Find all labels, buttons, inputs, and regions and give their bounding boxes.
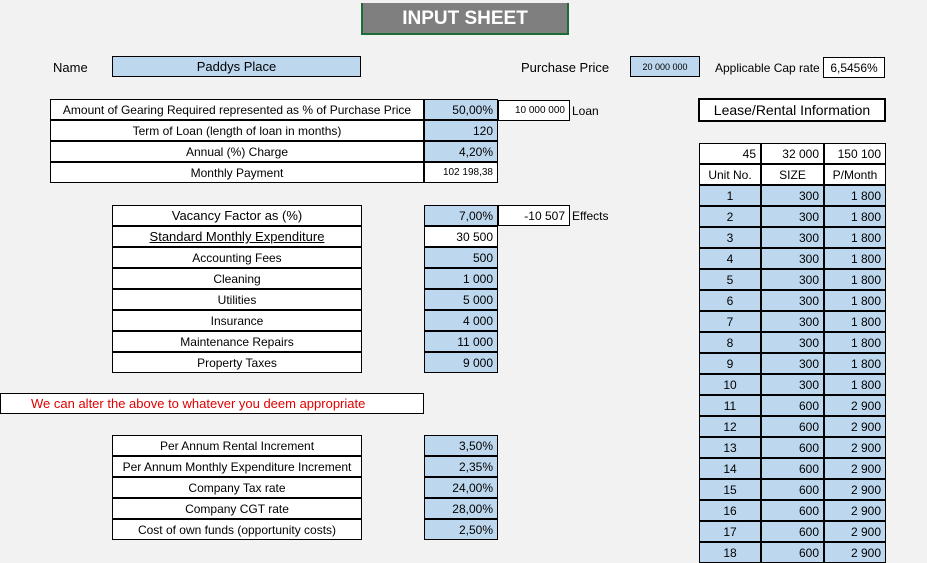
lease-month-input[interactable]: 1 800 xyxy=(824,290,886,311)
table-row xyxy=(699,500,886,521)
vacancy-label: Vacancy Factor as (%) xyxy=(112,205,362,226)
table-row xyxy=(699,227,886,248)
lease-unit-cell: 3 xyxy=(699,227,761,248)
lease-size-input[interactable]: 300 xyxy=(761,227,824,248)
lease-month-input[interactable]: 1 800 xyxy=(824,374,886,395)
lease-header-unit: Unit No. xyxy=(699,164,761,185)
lease-unit-cell: 1 xyxy=(699,185,761,206)
lease-unit-cell: 15 xyxy=(699,479,761,500)
lease-unit-cell: 6 xyxy=(699,290,761,311)
lease-month-input[interactable]: 1 800 xyxy=(824,311,886,332)
note-banner: We can alter the above to whatever you deem appropriate xyxy=(0,393,424,414)
lease-totals-row xyxy=(699,143,886,164)
rates-values xyxy=(424,435,498,540)
lease-size-input[interactable]: 300 xyxy=(761,353,824,374)
table-row xyxy=(699,248,886,269)
lease-size-input[interactable]: 600 xyxy=(761,500,824,521)
lease-size-input[interactable]: 600 xyxy=(761,437,824,458)
lease-unit-cell: 14 xyxy=(699,458,761,479)
rates-table xyxy=(112,435,362,540)
lease-month-input[interactable]: 1 800 xyxy=(824,206,886,227)
rate-label-expenditure-increment: Per Annum Monthly Expenditure Increment xyxy=(112,456,362,477)
lease-unit-cell: 4 xyxy=(699,248,761,269)
lease-size-input[interactable]: 600 xyxy=(761,458,824,479)
lease-month-input[interactable]: 1 800 xyxy=(824,332,886,353)
lease-unit-cell: 8 xyxy=(699,332,761,353)
expense-input-maintenance[interactable]: 11 000 xyxy=(424,331,498,352)
lease-month-input[interactable]: 2 900 xyxy=(824,416,886,437)
expense-input-cleaning[interactable]: 1 000 xyxy=(424,268,498,289)
gearing-label: Amount of Gearing Required represented as % of Purchase Price xyxy=(50,99,424,120)
rate-label-own-funds: Cost of own funds (opportunity costs) xyxy=(112,519,362,540)
name-label: Name xyxy=(53,60,88,75)
table-row xyxy=(699,479,886,500)
lease-unit-cell: 13 xyxy=(699,437,761,458)
purchase-price-label: Purchase Price xyxy=(521,60,610,75)
rate-input-own-funds[interactable]: 2,50% xyxy=(424,519,498,540)
expense-label-cleaning: Cleaning xyxy=(112,268,362,289)
table-row xyxy=(699,542,886,563)
lease-month-input[interactable]: 2 900 xyxy=(824,542,886,563)
expense-input-utilities[interactable]: 5 000 xyxy=(424,289,498,310)
expense-label-maintenance: Maintenance Repairs xyxy=(112,331,362,352)
table-row xyxy=(699,269,886,290)
monthly-payment-label: Monthly Payment xyxy=(50,162,424,183)
table-row xyxy=(699,332,886,353)
name-input[interactable]: Paddys Place xyxy=(112,56,361,77)
lease-unit-cell: 12 xyxy=(699,416,761,437)
standard-expenditure-label: Standard Monthly Expenditure xyxy=(112,226,362,247)
lease-total-units: 45 xyxy=(699,143,761,164)
lease-month-input[interactable]: 2 900 xyxy=(824,521,886,542)
lease-size-input[interactable]: 300 xyxy=(761,206,824,227)
lease-month-input[interactable]: 1 800 xyxy=(824,227,886,248)
lease-unit-cell: 9 xyxy=(699,353,761,374)
lease-size-input[interactable]: 300 xyxy=(761,248,824,269)
expense-input-property-taxes[interactable]: 9 000 xyxy=(424,352,498,373)
lease-unit-cell: 18 xyxy=(699,542,761,563)
lease-unit-cell: 10 xyxy=(699,374,761,395)
lease-unit-cell: 11 xyxy=(699,395,761,416)
table-row xyxy=(699,416,886,437)
term-input[interactable]: 120 xyxy=(424,120,498,141)
lease-size-input[interactable]: 600 xyxy=(761,416,824,437)
lease-month-input[interactable]: 2 900 xyxy=(824,458,886,479)
table-row xyxy=(699,206,886,227)
lease-unit-cell: 7 xyxy=(699,311,761,332)
table-row xyxy=(699,353,886,374)
loan-table xyxy=(50,99,498,183)
sheet-title: INPUT SHEET xyxy=(361,3,569,35)
rate-label-rental-increment: Per Annum Rental Increment xyxy=(112,435,362,456)
lease-table xyxy=(699,143,886,563)
loan-label: Loan xyxy=(572,104,599,118)
standard-expenditure-value: 30 500 xyxy=(424,226,498,247)
lease-unit-cell: 2 xyxy=(699,206,761,227)
lease-month-input[interactable]: 1 800 xyxy=(824,269,886,290)
table-row xyxy=(699,521,886,542)
annual-charge-label: Annual (%) Charge xyxy=(50,141,424,162)
purchase-price-input[interactable]: 20 000 000 xyxy=(630,56,700,77)
lease-month-input[interactable]: 2 900 xyxy=(824,500,886,521)
table-row xyxy=(699,290,886,311)
lease-unit-cell: 17 xyxy=(699,521,761,542)
rate-input-expenditure-increment[interactable]: 2,35% xyxy=(424,456,498,477)
lease-total-month: 150 100 xyxy=(824,143,886,164)
cap-rate-label: Applicable Cap rate xyxy=(715,61,820,75)
lease-size-input[interactable]: 300 xyxy=(761,269,824,290)
lease-size-input[interactable]: 600 xyxy=(761,542,824,563)
rate-input-rental-increment[interactable]: 3,50% xyxy=(424,435,498,456)
lease-header-size: SIZE xyxy=(761,164,824,185)
lease-size-input[interactable]: 300 xyxy=(761,290,824,311)
expense-label-utilities: Utilities xyxy=(112,289,362,310)
lease-size-input[interactable]: 300 xyxy=(761,332,824,353)
expense-label-insurance: Insurance xyxy=(112,310,362,331)
lease-month-input[interactable]: 2 900 xyxy=(824,395,886,416)
table-row xyxy=(699,437,886,458)
lease-size-input[interactable]: 600 xyxy=(761,479,824,500)
expense-label-property-taxes: Property Taxes xyxy=(112,352,362,373)
rate-label-company-tax: Company Tax rate xyxy=(112,477,362,498)
table-row xyxy=(699,395,886,416)
expense-label-accounting: Accounting Fees xyxy=(112,247,362,268)
annual-charge-input[interactable]: 4,20% xyxy=(424,141,498,162)
loan-amount-value: 10 000 000 xyxy=(498,100,570,121)
lease-month-input[interactable]: 1 800 xyxy=(824,353,886,374)
expense-input-insurance[interactable]: 4 000 xyxy=(424,310,498,331)
table-row xyxy=(699,311,886,332)
table-row xyxy=(699,458,886,479)
lease-unit-cell: 5 xyxy=(699,269,761,290)
lease-month-input[interactable]: 2 900 xyxy=(824,437,886,458)
lease-size-input[interactable]: 300 xyxy=(761,311,824,332)
effects-label: Effects xyxy=(572,209,609,223)
lease-size-input[interactable]: 300 xyxy=(761,185,824,206)
lease-size-input[interactable]: 600 xyxy=(761,395,824,416)
lease-header-row xyxy=(699,164,886,185)
rate-input-company-tax[interactable]: 24,00% xyxy=(424,477,498,498)
expense-input-accounting[interactable]: 500 xyxy=(424,247,498,268)
lease-month-input[interactable]: 1 800 xyxy=(824,185,886,206)
lease-title: Lease/Rental Information xyxy=(698,98,886,122)
term-label: Term of Loan (length of loan in months) xyxy=(50,120,424,141)
rate-input-company-cgt[interactable]: 28,00% xyxy=(424,498,498,519)
effects-value: -10 507 xyxy=(498,205,570,226)
lease-size-input[interactable]: 300 xyxy=(761,374,824,395)
table-row xyxy=(699,374,886,395)
lease-size-input[interactable]: 600 xyxy=(761,521,824,542)
lease-header-month: P/Month xyxy=(824,164,886,185)
rate-label-company-cgt: Company CGT rate xyxy=(112,498,362,519)
lease-month-input[interactable]: 2 900 xyxy=(824,479,886,500)
monthly-payment-value: 102 198,38 xyxy=(424,162,498,183)
cap-rate-value: 6,5456% xyxy=(823,57,885,78)
expenses-table xyxy=(112,205,362,373)
table-row xyxy=(699,185,886,206)
vacancy-input[interactable]: 7,00% xyxy=(424,205,498,226)
gearing-input[interactable]: 50,00% xyxy=(424,99,498,120)
lease-month-input[interactable]: 1 800 xyxy=(824,248,886,269)
lease-unit-cell: 16 xyxy=(699,500,761,521)
expenses-values xyxy=(424,205,498,373)
lease-total-size: 32 000 xyxy=(761,143,824,164)
